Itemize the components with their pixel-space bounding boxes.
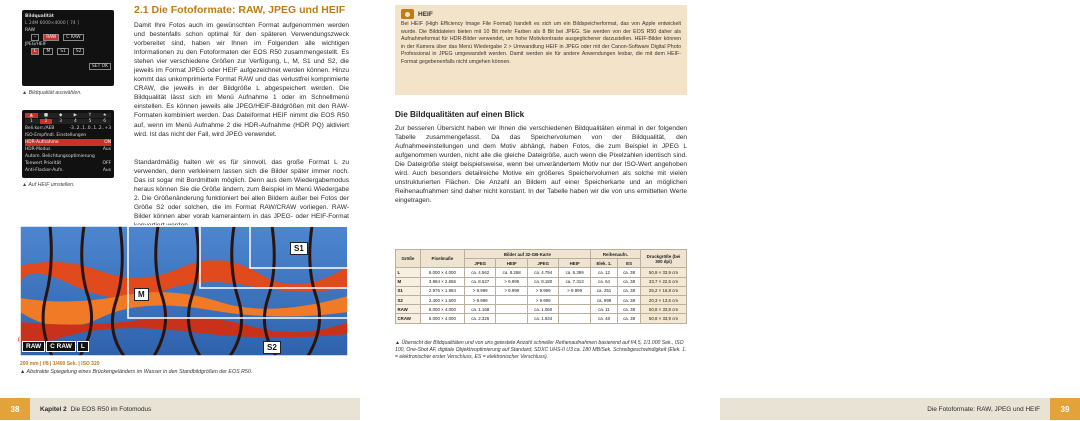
- page-number-right: 39: [1050, 398, 1080, 420]
- table-cell: > 9.999: [527, 295, 558, 304]
- table-cell: > 9.999: [559, 286, 590, 295]
- cam-raw-opt: –: [31, 34, 39, 41]
- th-images: Bilder auf 32-GB-Karte: [465, 250, 591, 259]
- table-cell: ca. 38: [618, 277, 641, 286]
- th-sub: HEIF: [559, 259, 590, 268]
- table-cell-label: S1: [396, 286, 421, 295]
- cam-tab: Y: [88, 113, 92, 118]
- table-row: [396, 314, 687, 323]
- cam-jpeg-opt: M: [43, 48, 53, 55]
- footer-chapter-title: Die EOS R50 im Fotomodus: [70, 405, 152, 413]
- cam-page: 3: [59, 119, 63, 124]
- table-cell: ca. 38: [618, 268, 641, 277]
- cam-row-value: Aus: [102, 147, 111, 152]
- table-row: [396, 277, 687, 286]
- heif-title: HEIF: [418, 10, 433, 18]
- table-cell: [496, 295, 527, 304]
- caption-cam2-text: Auf HEIF umstellen.: [28, 182, 75, 188]
- table-cell: ca. 251: [590, 286, 617, 295]
- cam-raw-opt: C RAW: [63, 34, 83, 41]
- right-paragraph: Zur besseren Übersicht haben wir Ihnen die verschiedenen Bildqualitäten einmal in der folgenden Tabelle zusammengefasst. Da das Speichervolumen von der Bildqualität, den Aufnahmeeinstellungen und dem Motiv abhängt, haben Fotos, die zum Beispiel in JPEG L aufgenommen wurden, nicht alle die gleiche Dateigröße, auch wenn die Pixelzahlen identisch sind. Die Dateigröße steigt beispielsweise, wenn bei unverändertem Motiv nur der ISO-Wert angehoben wird. Auch besonders detailreiche Motive ein größeres Speichervolumen als solche mit vielen unstrukturierten Flächen. Die Anzahl an Bildern auf einer Speicherkarte und an möglichen Reihenaufnahmen sind daher nicht konstant. In der Tabelle haben wir die von uns ermittelten Werte eingetragen.: [395, 125, 687, 205]
- table-caption-text: Übersicht der Bildqualitäten und von uns getestete Anzahl schneller Reihenaufnahmen basierend auf f/4,5, 1/1.000 Sek., ISO 100, One-Shot AF, digitale Objektivoptimierung auf Standard, SDXC UHS-II U3 ca. 180 MB/Sek. Schreibgeschwindigkeit (Elek. 1. = elektronischer erster Verschluss, ES = elektronischer Verschluss).: [395, 340, 687, 360]
- cam-menu-row: [25, 125, 111, 132]
- table-cell: ca. 38: [618, 305, 641, 314]
- reflection-photo: [20, 226, 348, 356]
- cam-menu-pages: [25, 119, 111, 124]
- footer-left: [0, 398, 360, 420]
- cam-row-label: HDR-Modus: [25, 147, 51, 152]
- table-cell: ca. 7.313: [559, 277, 590, 286]
- heif-head: [401, 9, 681, 19]
- table-cell: > 9.999: [496, 286, 527, 295]
- size-label-s2: S2: [263, 341, 281, 354]
- table-row: [396, 286, 687, 295]
- cam-row-value: -3..2..1..0..1..2..+3: [69, 126, 111, 131]
- camera-screen-hdr-menu: [22, 110, 114, 178]
- table-cell-label: RAW: [396, 305, 421, 314]
- cam-title: Bildqualität: [25, 14, 54, 19]
- heif-text: Bei HEIF (High Efficiency Image File Format) handelt es sich um ein Bildspeicherformat, das von Apple entwickelt wurde. Die Bilddateien bieten mit 10 Bit mehr Farben als 8 Bit bei JPEG. Sie werden von der EOS R50 daher als Aufnahmeformat für HDR-Bilder verwendet, um hohe Motivkontraste ausgeglichener darzustellen. HEIF-Bilder können in der Kamera über das Menü Wiedergabe 2 > Umwandlung HEIF in JPEG oder mit der Canon-Software Digital Photo Professional in JPEG umgewandelt werden. Damit werden sie für andere Anwendungen lesbar, die mit dem HEIF-Format gegebenenfalls nicht umgehen können.: [401, 21, 681, 65]
- table-cell: ca. 64: [590, 277, 617, 286]
- table-cell-label: CRAW: [396, 314, 421, 323]
- cam-menu-row: [25, 146, 111, 153]
- table-cell: 6.000 × 4.000: [420, 314, 464, 323]
- table-header-row: [396, 250, 687, 259]
- cam-tab: ◆: [58, 113, 63, 118]
- cam-page: 2: [40, 119, 53, 124]
- table-cell: [496, 314, 527, 323]
- footer-right: [720, 398, 1080, 420]
- table-cell: 50,8 × 33,9 cm: [641, 268, 687, 277]
- table-cell: ca. 48: [590, 314, 617, 323]
- left-page: [0, 0, 360, 421]
- size-label-m: M: [134, 288, 149, 301]
- cam-row-label: Autom. Belichtungsoptimierung: [25, 154, 95, 159]
- cam-page: 5: [88, 119, 92, 124]
- cam-menu-row: [25, 153, 111, 160]
- cam-size-row: L 24M 6000×4000 [ 74 ]: [25, 21, 79, 26]
- table-cell: [496, 305, 527, 314]
- table-cell: ca. 12: [590, 268, 617, 277]
- table-cell: ca. 4.562: [465, 268, 496, 277]
- table-cell: 2.400 × 1.600: [420, 295, 464, 304]
- cam-page: 6: [103, 119, 107, 124]
- th-pixels: Pixelmaße: [420, 250, 464, 268]
- table-cell: 3.984 × 2.656: [420, 277, 464, 286]
- table-cell: [559, 295, 590, 304]
- footer-right-bar: [720, 398, 1050, 420]
- right-page: [360, 0, 1070, 421]
- table-cell: ca. 8.268: [496, 268, 527, 277]
- cam-jpeg-label: JPEG/HEIF: [25, 42, 47, 47]
- chapter-title: 2.1 Die Fotoformate: RAW, JPEG und HEIF: [134, 4, 346, 16]
- table-cell: 6.000 × 4.000: [420, 268, 464, 277]
- table-row: [396, 305, 687, 314]
- table-body: [396, 268, 687, 323]
- cam-menu-row-selected: [25, 139, 111, 146]
- cam-tab: ▶: [73, 113, 78, 118]
- image-quality-table: [395, 249, 687, 324]
- footer-chapter: Kapitel 2: [40, 405, 67, 413]
- table-cell-label: M: [396, 277, 421, 286]
- th-print: Druckgröße (bei 300 dpi): [641, 250, 687, 268]
- cam-ok-button: SET OK: [89, 63, 111, 70]
- table-cell: 2.976 × 1.984: [420, 286, 464, 295]
- page-number-left: 38: [0, 398, 30, 420]
- table-cell: > 9.999: [465, 295, 496, 304]
- table-row: [396, 295, 687, 304]
- table-caption: ▲ Übersicht der Bildqualitäten und von uns getestete Anzahl schneller Reihenaufnahmen basierend auf f/4,5, 1/1.000 Sek., ISO 100, One-Shot AF, digitale Objektivoptimierung auf Standard, SDXC UHS-II U3 ca. 180 MB/Sek. Schreibgeschwindigkeit (Elek. 1. = elektronischer erster Verschluss, ES = elektronischer Verschluss).: [395, 340, 687, 360]
- caption-cam1: ▲ Bildqualität auswählen.: [22, 90, 82, 96]
- table-cell: ca. 2.326: [465, 314, 496, 323]
- table-cell: > 9.999: [465, 286, 496, 295]
- th-sub: JPEG: [465, 259, 496, 268]
- table-cell: ca. 1.934: [527, 314, 558, 323]
- table-cell: ca. 38: [618, 295, 641, 304]
- cam-tab: ■: [43, 113, 49, 118]
- cam-row-value: Aus: [102, 168, 111, 173]
- raw-label: RAW: [22, 341, 45, 352]
- table-cell: [559, 305, 590, 314]
- cam-row-value: ON: [104, 140, 111, 145]
- cam-menu-row: [25, 167, 111, 174]
- cam-raw-options: [25, 34, 111, 41]
- table-row: [396, 268, 687, 277]
- cam-row-label: HDR-Aufnahme: [25, 140, 59, 145]
- cam-tab: ★: [102, 113, 107, 118]
- table-cell: ca. 1.168: [465, 305, 496, 314]
- table-cell: ca. 38: [618, 286, 641, 295]
- table-cell: > 9.999: [496, 277, 527, 286]
- cam-row-label: Anti-Flacker-Aufn.: [25, 168, 64, 173]
- photo-caption-text: Abstrakte Spiegelung eines Brückengeländers im Wasser in den Standbildgrößen der EOS R50.: [26, 369, 253, 375]
- table-cell: ca. 6.399: [559, 268, 590, 277]
- cam-ok-row: [25, 63, 111, 70]
- table-cell: 50,8 × 33,9 cm: [641, 305, 687, 314]
- table-cell: ca. 8.627: [465, 277, 496, 286]
- caption-cam2: ▲ Auf HEIF umstellen.: [22, 182, 75, 188]
- cam-page: 1: [29, 119, 33, 124]
- th-sub: Elek. 1.: [590, 259, 617, 268]
- heif-info-box: [395, 5, 687, 95]
- raw-label-group: [22, 341, 89, 352]
- size-label-s1: S1: [290, 242, 308, 255]
- th-size: Größe: [396, 250, 421, 268]
- caption-cam1-text: Bildqualität auswählen.: [28, 90, 82, 96]
- camera-screen-image-quality: [22, 10, 114, 86]
- craw-label: C RAW: [46, 341, 76, 352]
- cam-row-label: Beli.korr./AEB: [25, 126, 55, 131]
- table-cell-label: S2: [396, 295, 421, 304]
- table-cell: ca. 11: [590, 305, 617, 314]
- th-sub: ES: [618, 259, 641, 268]
- l-label: L: [77, 341, 89, 352]
- cam-menu-row: [25, 132, 111, 139]
- table-cell: 33,7 × 22,5 cm: [641, 277, 687, 286]
- photo-caption: ▲ Abstrakte Spiegelung eines Brückengeländers im Wasser in den Standbildgrößen der EOS R50.: [20, 369, 253, 375]
- table-cell: > 9.999: [527, 286, 558, 295]
- table-cell: ca. 4.794: [527, 268, 558, 277]
- cam-jpeg-opt: L: [31, 48, 39, 55]
- cam-raw-label: RAW: [25, 28, 35, 33]
- table-cell: [559, 314, 590, 323]
- cam-menu-tabs: [25, 113, 111, 118]
- table-cell: ca. 999: [590, 295, 617, 304]
- cam-jpeg-opt: S2: [73, 48, 85, 55]
- cam-jpeg-options: [25, 48, 111, 55]
- table-cell: ca. 8.180: [527, 277, 558, 286]
- cam-tab: ▲: [25, 113, 38, 118]
- footer-right-title: Die Fotoformate: RAW, JPEG und HEIF: [927, 405, 1040, 413]
- table-cell: 50,8 × 33,9 cm: [641, 314, 687, 323]
- table-cell: 20,3 × 13,5 cm: [641, 295, 687, 304]
- camera-icon: [401, 9, 414, 19]
- cam-page: 4: [73, 119, 77, 124]
- section-title: Die Bildqualitäten auf einen Blick: [395, 110, 525, 119]
- cam-row-value: OFF: [102, 161, 111, 166]
- table-cell: ca. 38: [618, 314, 641, 323]
- cam-jpeg-opt: S1: [57, 48, 69, 55]
- table-cell: 25,2 × 16,8 cm: [641, 286, 687, 295]
- left-paragraph-2: Standardmäßig halten wir es für sinnvoll, das große Format L zu verwenden, denn verkleinern lassen sich die Bilder später immer noch. Das ist sogar mit Bordmitteln möglich. Denn aus dem Wiedergabemodus heraus können Sie die Größe ändern, zum Beispiel im Menü Wiedergabe 2. Die Größenänderung funktioniert bei allen Bildern außer bei Fotos der Größe S2 oder solchen, die im Format RAW/CRAW vorliegen. RAW-Bilder können aber vorab kameraintern in das JPEG- oder HEIF-Format: [134, 159, 349, 221]
- cam-row-label: ISO-Empfindl. Einstellungen: [25, 133, 87, 138]
- cam-raw-opt: RAW: [43, 34, 59, 41]
- footer-left-bar: [30, 398, 360, 420]
- photo-meta: 200 mm | f/8 | 1/400 Sek. | ISO 320: [20, 361, 100, 367]
- table-cell-label: L: [396, 268, 421, 277]
- table-cell: 6.000 × 4.000: [420, 305, 464, 314]
- cam-row-label: Tonwert Priorität: [25, 161, 62, 166]
- th-sub: HEIF: [496, 259, 527, 268]
- th-burst: Reihenaufn.: [590, 250, 640, 259]
- th-sub: JPEG: [527, 259, 558, 268]
- table-cell: ca. 1.060: [527, 305, 558, 314]
- left-paragraph-1: Damit Ihre Fotos auch im gewünschten Format aufgenommen werden und bestenfalls schon optimal für den späteren Verwendungszweck vorbereitet sind, haben wir Ihnen im Folgenden alle wichtigen Informationen zu den Fotoformaten der EOS R50 zusammengestellt. Es stehen vier verschiedene Größen zur Verfügung, L, M, S1 und S2, die jeweils im Format JPEG oder HEIF aufgezeichnet werden können. Hinzu kommt das unkomprimierte Format RAW und das verlustfrei komprimierte CRAW, die jeweils in der Bildgröße L abgespeichert werden. Die Bildqualität lässt sich im Menü Aufnahme 1 oder im Schnellmenü einstellen. Es können jeweils alle JPEG/HEIF-Bildgrößen mit den RAW-Formaten kombiniert werden. Das Dateiformat HEIF nimmt die EOS R50 auf, wenn im Menü Aufnahme 2 die HDR-Aufnahme (HDR PQ) aktiviert wird. Ist das nicht der Fall, wird JPEG verwendet.: [134, 22, 349, 138]
- cam-menu-row: [25, 160, 111, 167]
